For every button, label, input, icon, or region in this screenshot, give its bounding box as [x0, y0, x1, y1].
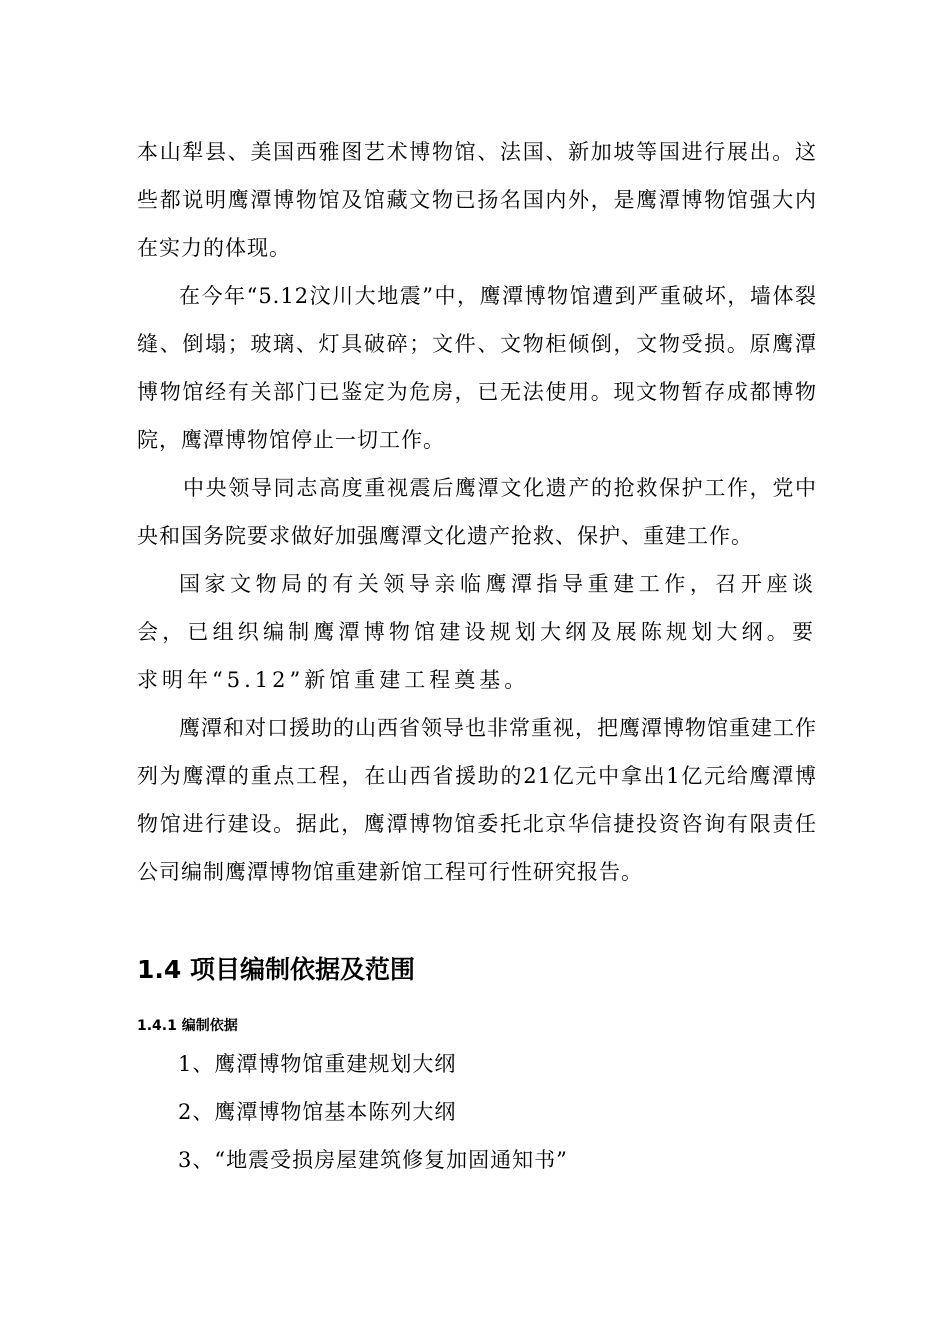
paragraph-central-leadership: 中央领导同志高度重视震后鹰潭文化遗产的抢救保护工作，党中央和国务院要求做好加强鹰潭文化遗产抢救、保护、重建工作。 — [137, 476, 817, 548]
body-text-block — [137, 128, 817, 896]
paragraph-shanxi-assistance: 鹰潭和对口援助的山西省领导也非常重视，把鹰潭博物馆重建工作列为鹰潭的重点工程，在山西省援助的21亿元中拿出1亿元给鹰潭博物馆进行建设。据此，鹰潭博物馆委托北京华信捷投资咨询有限责任公司编制鹰潭博物馆重建新馆工程可行性研究报告。 — [137, 716, 817, 884]
subsection-heading: 1.4.1 编制依据 — [137, 1018, 238, 1034]
basis-list — [178, 1040, 568, 1184]
list-item: 3、“地震受损房屋建筑修复加固通知书” — [178, 1148, 568, 1172]
paragraph-earthquake-damage: 在今年“5.12汶川大地震”中，鹰潭博物馆遭到严重破坏，墙体裂缝、倒塌；玻璃、灯具破碎；文件、文物柜倾倒，文物受损。原鹰潭博物馆经有关部门已鉴定为危房，已无法使用。现文物暂存成都博物院，鹰潭博物馆停止一切工作。 — [137, 284, 817, 452]
paragraph-exhibitions: 本山犁县、美国西雅图艺术博物馆、法国、新加坡等国进行展出。这些都说明鹰潭博物馆及馆藏文物已扬名国内外，是鹰潭博物馆强大内在实力的体现。 — [137, 140, 817, 260]
list-item: 1、鹰潭博物馆重建规划大纲 — [178, 1052, 457, 1076]
section-heading: 1.4 项目编制依据及范围 — [137, 955, 415, 984]
list-item: 2、鹰潭博物馆基本陈列大纲 — [178, 1100, 457, 1124]
paragraph-cultural-relics-bureau: 国家文物局的有关领导亲临鹰潭指导重建工作，召开座谈会，已组织编制鹰潭博物馆建设规划大纲及展陈规划大纲。要求明年“5.12”新馆重建工程奠基。 — [137, 572, 817, 692]
